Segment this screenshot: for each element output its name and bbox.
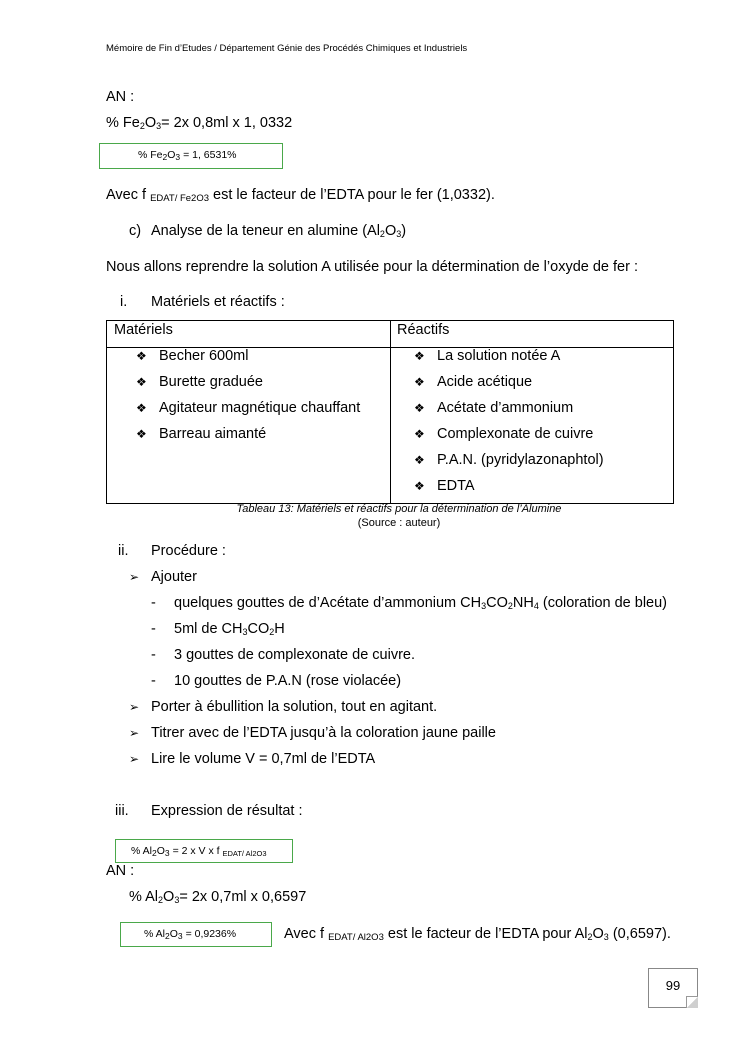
sub-ii-title: Procédure : <box>151 543 226 559</box>
section-c-marker: c) <box>129 223 142 239</box>
materiels-cell <box>107 348 391 504</box>
substep-acetate: quelques gouttes de d’Acétate d’ammonium $CH_3CO_2NH_4$ (coloration de bleu) <box>174 595 668 611</box>
list-item: ❖ P.A.N. (pyridylazonaphtol) <box>414 452 604 468</box>
diamond-bullet-icon: ❖ <box>136 427 147 441</box>
page-fold-icon <box>686 996 698 1008</box>
intro-paragraph: Nous allons reprendre la solution A utilisée pour la détermination de l’oxyde de fer : <box>106 259 638 275</box>
al2o3-result-box: % Al2O3 = 0,9236% <box>120 922 272 947</box>
fe2o3-calculation: % $Fe_2O_3= 2x$ 0,8ml x 1, 0332 <box>106 115 293 131</box>
sub-ii-marker: ii. <box>118 543 129 559</box>
dash-bullet: - <box>151 595 156 611</box>
page-number: 99 <box>648 968 698 1008</box>
materials-reagents-table <box>106 320 674 504</box>
step-titrate: ➢ Titrer avec de l’EDTA jusqu’à la coloration jaune paille <box>129 725 496 741</box>
al2o3-formula-box: % Al2O3 = 2 x V x f EDAT/ Al2O3 <box>115 839 293 863</box>
diamond-bullet-icon: ❖ <box>414 479 425 493</box>
list-item: ❖ Complexonate de cuivre <box>414 426 594 442</box>
diamond-bullet-icon: ❖ <box>414 375 425 389</box>
step-ajouter: ➢ Ajouter <box>129 569 197 585</box>
reactifs-cell <box>391 348 674 504</box>
diamond-bullet-icon: ❖ <box>414 349 425 363</box>
dash-bullet: - <box>151 647 156 663</box>
section-c-title: Analyse de la teneur en alumine $(Al_2O_3)$ <box>151 223 407 239</box>
an-label-2: AN : <box>106 863 135 879</box>
diamond-bullet-icon: ❖ <box>136 401 147 415</box>
sub-i-title: Matériels et réactifs : <box>151 294 285 310</box>
sub-i-marker: i. <box>120 294 128 310</box>
list-item: ❖ Barreau aimanté <box>136 426 267 442</box>
arrow-bullet-icon: ➢ <box>129 726 140 740</box>
diamond-bullet-icon: ❖ <box>136 349 147 363</box>
table-source: (Source : auteur) <box>357 517 441 529</box>
diamond-bullet-icon: ❖ <box>414 401 425 415</box>
step-boil: ➢ Porter à ébullition la solution, tout en agitant. <box>129 699 438 715</box>
diamond-bullet-icon: ❖ <box>414 427 425 441</box>
al2o3-calculation: % $Al_2O_3= 2x$ 0,7ml x 0,6597 <box>129 889 307 905</box>
fe2o3-result-box: % Fe2O3 = 1, 6531% <box>99 143 283 169</box>
list-item: ❖ EDTA <box>414 478 475 494</box>
substep-pan: 10 gouttes de P.A.N (rose violacée) <box>174 673 402 689</box>
al-factor-text: Avec f EDAT/ Al2O3 est le facteur de l’EDTA pour $Al_2O_3$ (0,6597). <box>284 926 671 943</box>
dash-bullet: - <box>151 621 156 637</box>
step-read-volume: ➢ Lire le volume V = 0,7ml de l’EDTA <box>129 751 376 767</box>
arrow-bullet-icon: ➢ <box>129 752 140 766</box>
list-item: ❖ Burette graduée <box>136 374 263 390</box>
substep-acid: 5ml de $CH_3CO_2H$ <box>174 621 285 637</box>
list-item: ❖ Becher 600ml <box>136 348 249 364</box>
arrow-bullet-icon: ➢ <box>129 570 140 584</box>
sub-iii-marker: iii. <box>115 803 129 819</box>
list-item: ❖ Agitateur magnétique chauffant <box>136 400 361 416</box>
diamond-bullet-icon: ❖ <box>414 453 425 467</box>
fe-factor-text: Avec f EDAT/ Fe2O3 est le facteur de l’EDTA pour le fer (1,0332). <box>106 187 495 204</box>
arrow-bullet-icon: ➢ <box>129 700 140 714</box>
substep-complexonate: 3 gouttes de complexonate de cuivre. <box>174 647 416 663</box>
table-header-materiels: Matériels <box>107 321 391 348</box>
list-item: ❖ Acide acétique <box>414 374 533 390</box>
sub-iii-title: Expression de résultat : <box>151 803 303 819</box>
an-label: AN : <box>106 89 135 105</box>
diamond-bullet-icon: ❖ <box>136 375 147 389</box>
table-header-reactifs: Réactifs <box>391 321 674 348</box>
dash-bullet: - <box>151 673 156 689</box>
table-caption: Tableau 13: Matériels et réactifs pour la détermination de l’Alumine <box>236 503 562 515</box>
list-item: ❖ La solution notée A <box>414 348 561 364</box>
list-item: ❖ Acétate d’ammonium <box>414 400 574 416</box>
running-header: Mémoire de Fin d’Etudes / Département Génie des Procédés Chimiques et Industriels <box>106 43 468 54</box>
